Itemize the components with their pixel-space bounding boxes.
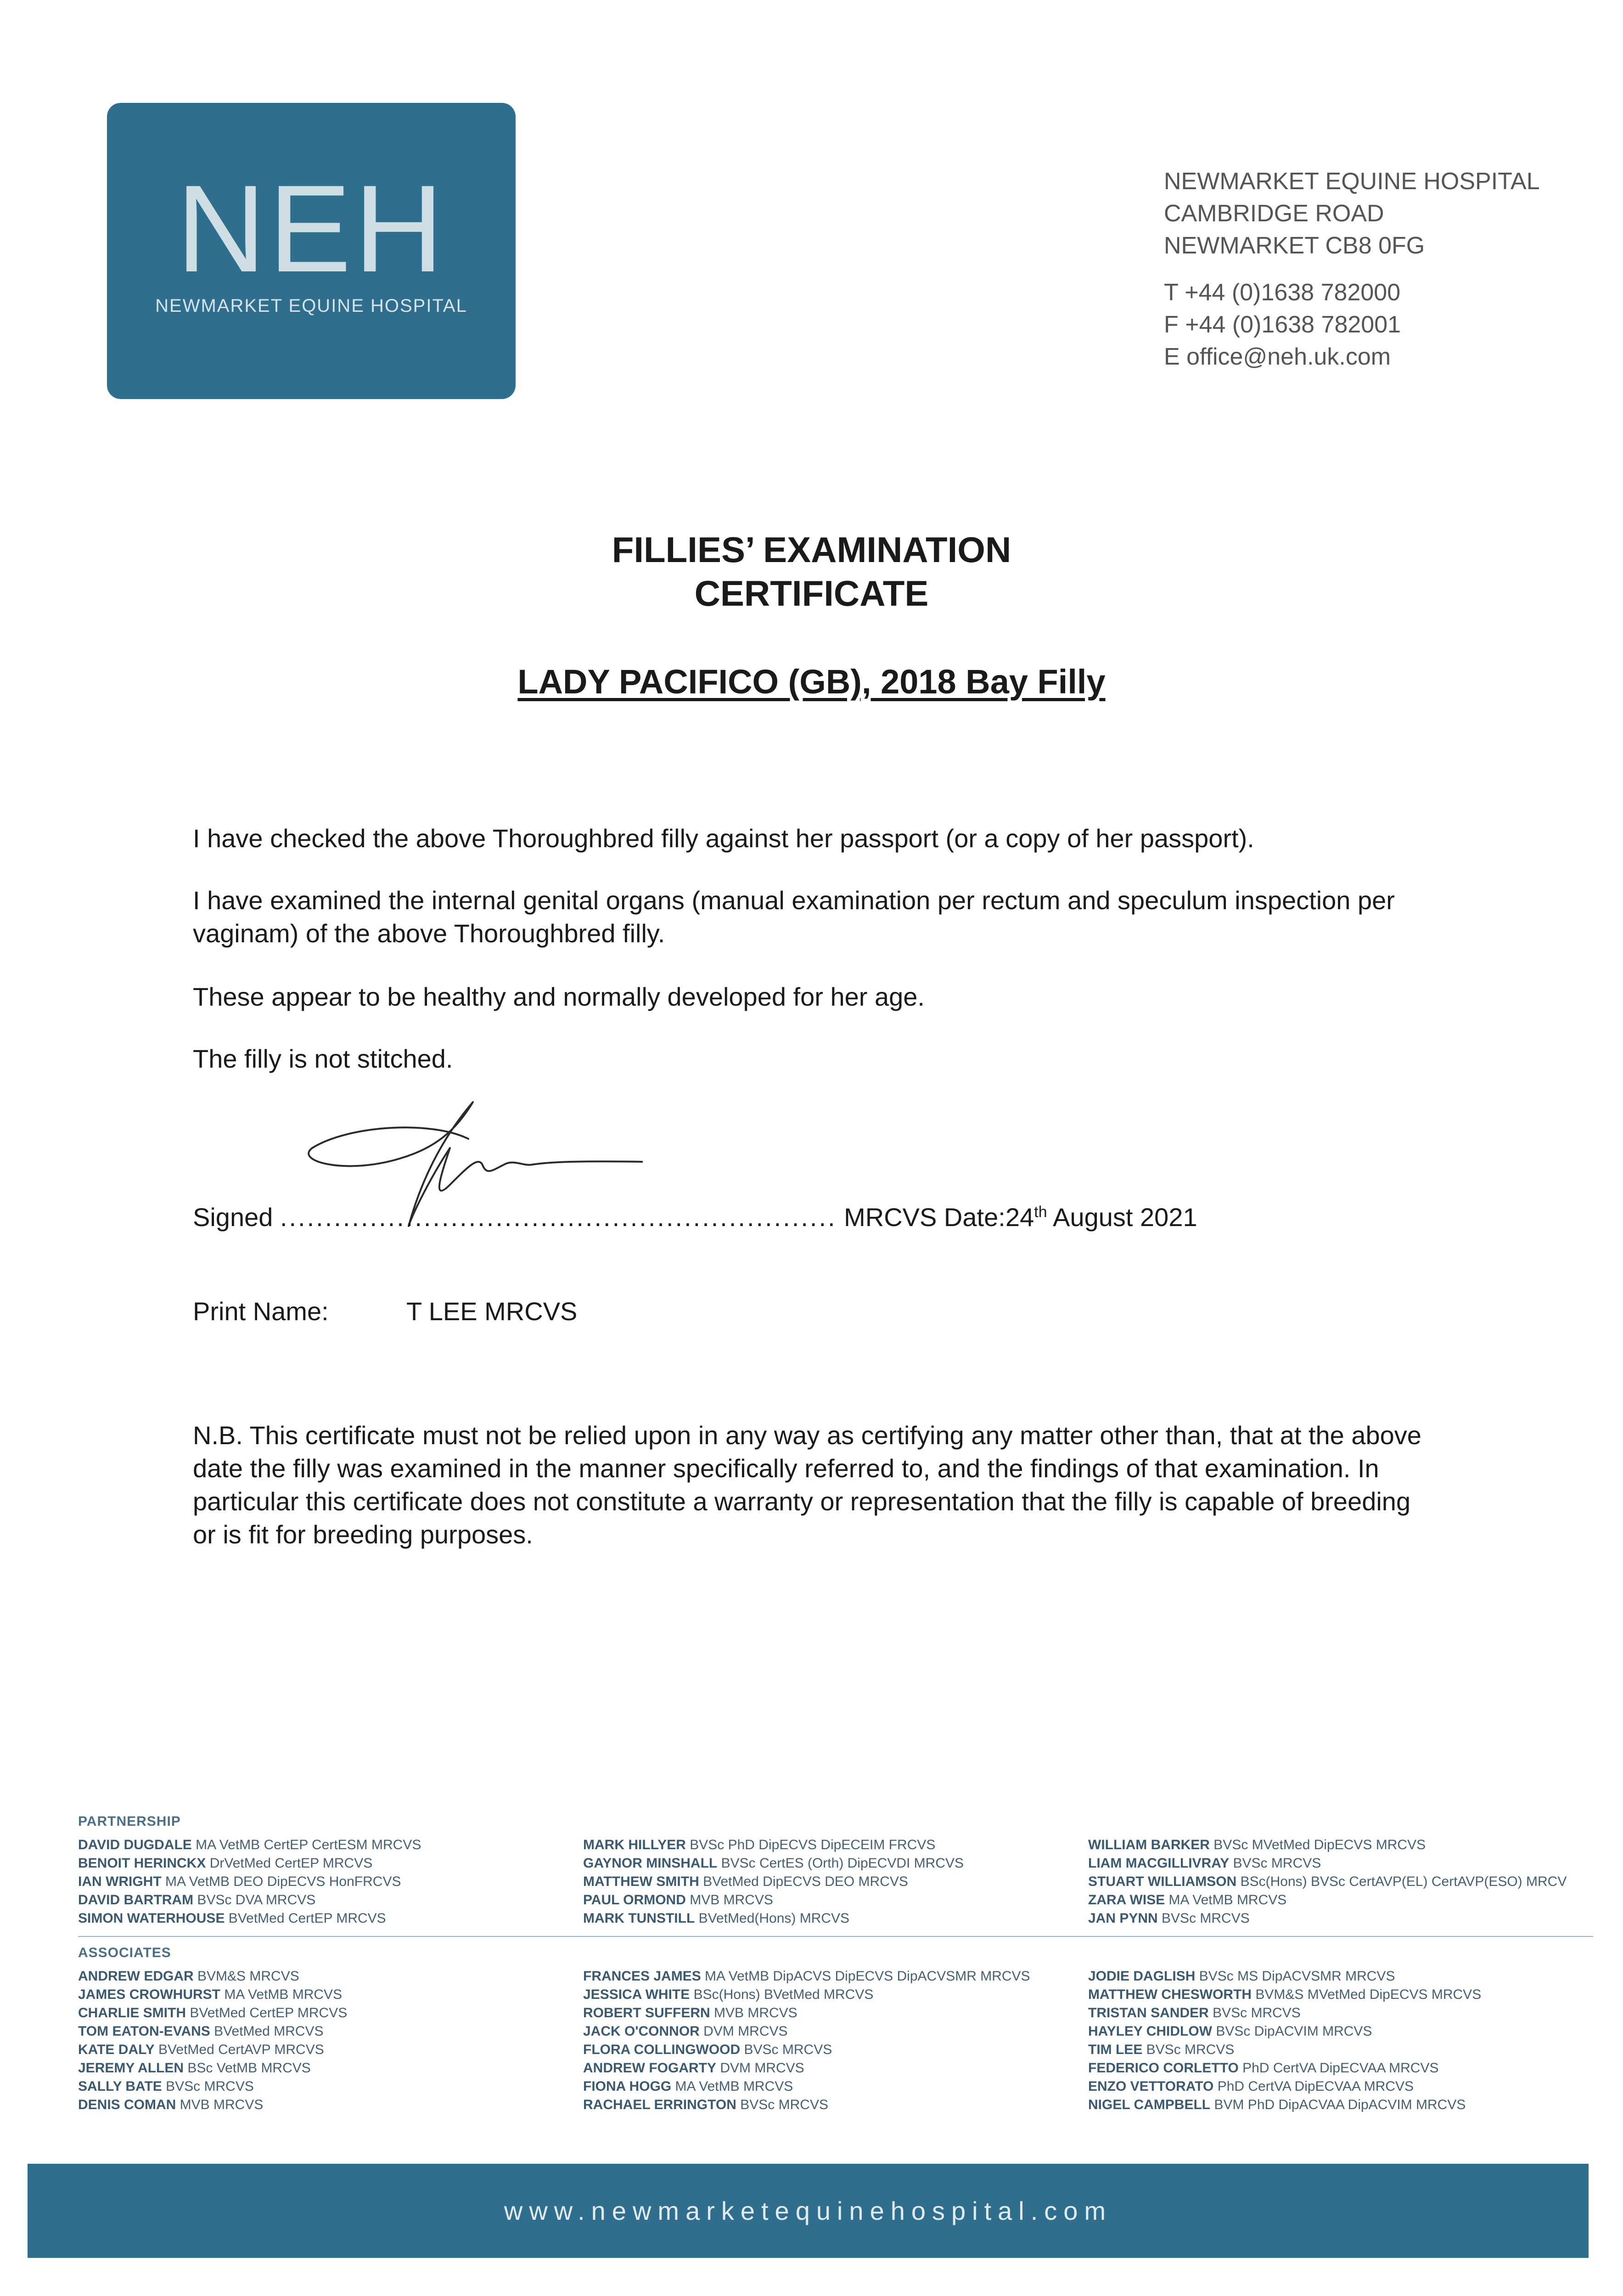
address-line-2: CAMBRIDGE ROAD (1164, 200, 1384, 227)
staff-member (583, 1909, 1088, 1928)
certificate-date (1005, 1201, 1197, 1234)
mrcvs-date-label: MRCVS Date: (844, 1203, 1005, 1232)
associates-column (1088, 1967, 1593, 2114)
staff-member (583, 1986, 1088, 2004)
staff-name: BENOIT HERINCKX (78, 1856, 206, 1871)
staff-member (583, 2022, 1088, 2041)
print-name-value: T LEE MRCVS (406, 1297, 578, 1326)
staff-qualifications: BVSc MRCVS (1157, 1911, 1250, 1926)
date-day: 24 (1005, 1203, 1034, 1232)
staff-qualifications: BVSc DVA MRCVS (193, 1892, 316, 1908)
address-line-3: NEWMARKET CB8 0FG (1164, 232, 1425, 259)
staff-member (1088, 1873, 1593, 1891)
staff-qualifications: DVM MRCVS (699, 2024, 788, 2039)
staff-name: JODIE DAGLISH (1088, 1969, 1196, 1984)
staff-qualifications: BVM&S MVetMed DipECVS MRCVS (1252, 1987, 1482, 2002)
staff-member (583, 1836, 1088, 1854)
staff-name: MATTHEW SMITH (583, 1874, 699, 1889)
logo-mark: NEH (176, 160, 447, 298)
horse-name: LADY PACIFICO (GB), 2018 Bay Filly (517, 663, 1106, 701)
staff-qualifications: BVSc MRCVS (740, 2042, 832, 2057)
staff-member (78, 2096, 583, 2114)
associates-column (583, 1967, 1088, 2114)
staff-name: GAYNOR MINSHALL (583, 1856, 718, 1871)
staff-member (1088, 1891, 1593, 1909)
date-ordinal: th (1034, 1203, 1047, 1221)
staff-name: TIM LEE (1088, 2042, 1143, 2057)
staff-qualifications: BVSc MRCVS (736, 2097, 828, 2112)
staff-qualifications: BVSc MRCVS (1229, 1856, 1321, 1871)
print-name-label: Print Name: (193, 1297, 329, 1326)
neh-logo (107, 103, 516, 399)
staff-qualifications: BSc(Hons) BVetMed MRCVS (690, 1987, 874, 2002)
signature-dotted-line: .............................................................. (280, 1203, 837, 1232)
statement-3: These appear to be healthy and normally developed for her age. (193, 982, 925, 1011)
staff-qualifications: BVSc MRCVS (1142, 2042, 1235, 2057)
staff-name: HAYLEY CHIDLOW (1088, 2024, 1213, 2039)
staff-member (583, 1891, 1088, 1909)
staff-name: KATE DALY (78, 2042, 155, 2057)
staff-qualifications: MA VetMB MRCVS (220, 1987, 343, 2002)
staff-member (1088, 2096, 1593, 2114)
staff-name: SALLY BATE (78, 2079, 162, 2094)
address-line-1: NEWMARKET EQUINE HOSPITAL (1164, 168, 1540, 195)
staff-qualifications: BVSc MVetMed DipECVS MRCVS (1209, 1837, 1426, 1852)
nb-disclaimer: N.B. This certificate must not be relied upon in any way as certifying any matter other than, that at the above date the filly was examined in the manner specifically referred to, and the findings of that examination. In particular this certificate does not constitute a warranty or representation that the filly is capable of breeding or is fit for breeding purposes. (193, 1421, 1421, 1549)
partnership-heading: PARTNERSHIP (78, 1814, 181, 1829)
staff-list (78, 1814, 1593, 2114)
staff-member (1088, 2022, 1593, 2041)
staff-member (78, 2059, 583, 2077)
staff-name: TOM EATON-EVANS (78, 2024, 210, 2039)
staff-qualifications: BSc VetMB MRCVS (184, 2060, 311, 2076)
website-link[interactable]: www.newmarketequinehospital.com (504, 2196, 1112, 2225)
staff-name: SIMON WATERHOUSE (78, 1911, 225, 1926)
staff-name: ENZO VETTORATO (1088, 2079, 1214, 2094)
staff-member (1088, 1967, 1593, 1986)
signed-line (193, 1201, 1432, 1234)
staff-member (78, 1891, 583, 1909)
staff-name: MARK HILLYER (583, 1837, 686, 1852)
staff-name: FRANCES JAMES (583, 1969, 701, 1984)
address-fax: F +44 (0)1638 782001 (1164, 311, 1401, 338)
partnership-column (78, 1836, 583, 1928)
title-line-2: CERTIFICATE (694, 573, 929, 613)
title-line-1: FILLIES’ EXAMINATION (612, 529, 1011, 570)
staff-member (583, 1854, 1088, 1873)
staff-member (583, 2096, 1088, 2114)
address-block (1164, 165, 1577, 373)
statement-2: I have examined the internal genital organs (manual examination per rectum and speculum inspection per vaginam) of the above Thoroughbred filly. (193, 886, 1395, 948)
certificate-title (0, 528, 1623, 615)
staff-qualifications: BVSc MS DipACVSMR MRCVS (1195, 1969, 1395, 1984)
statement-4: The filly is not stitched. (193, 1044, 453, 1073)
staff-member (78, 2041, 583, 2059)
staff-qualifications: BVetMed CertAVP MRCVS (154, 2042, 324, 2057)
staff-name: WILLIAM BARKER (1088, 1837, 1210, 1852)
staff-name: JACK O'CONNOR (583, 2024, 700, 2039)
staff-name: MATTHEW CHESWORTH (1088, 1987, 1252, 2002)
staff-qualifications: BVetMed DipECVS DEO MRCVS (699, 1874, 908, 1889)
staff-divider (78, 1936, 1593, 1937)
staff-qualifications: MVB MRCVS (710, 2005, 797, 2020)
staff-qualifications: MA VetMB CertEP CertESM MRCVS (191, 1837, 421, 1852)
staff-qualifications: BVSc CertES (Orth) DipECVDI MRCVS (717, 1856, 964, 1871)
signed-label: Signed (193, 1203, 273, 1232)
staff-qualifications: BVSc DipACVIM MRCVS (1212, 2024, 1372, 2039)
staff-qualifications: PhD CertVA DipECVAA MRCVS (1238, 2060, 1439, 2076)
associates-heading: ASSOCIATES (78, 1945, 171, 1960)
staff-qualifications: MVB MRCVS (685, 1892, 773, 1908)
staff-member (78, 1909, 583, 1928)
staff-name: FIONA HOGG (583, 2079, 672, 2094)
logo-subtitle: NEWMARKET EQUINE HOSPITAL (155, 296, 467, 316)
staff-member (583, 2059, 1088, 2077)
staff-member (583, 1967, 1088, 1986)
partnership-column (583, 1836, 1088, 1928)
staff-name: TRISTAN SANDER (1088, 2005, 1209, 2020)
staff-member (78, 1967, 583, 1986)
staff-name: JAN PYNN (1088, 1911, 1158, 1926)
statement-1: I have checked the above Thoroughbred filly against her passport (or a copy of her passport). (193, 824, 1254, 853)
staff-qualifications: BVSc MRCVS (1208, 2005, 1301, 2020)
footer-banner (28, 2164, 1589, 2258)
staff-qualifications: PhD CertVA DipECVAA MRCVS (1213, 2079, 1414, 2094)
staff-name: DENIS COMAN (78, 2097, 176, 2112)
staff-member (78, 2022, 583, 2041)
staff-name: LIAM MACGILLIVRAY (1088, 1856, 1230, 1871)
staff-name: PAUL ORMOND (583, 1892, 686, 1908)
staff-member (583, 2077, 1088, 2096)
staff-name: DAVID DUGDALE (78, 1837, 192, 1852)
staff-name: JAMES CROWHURST (78, 1987, 221, 2002)
staff-qualifications: MA VetMB MRCVS (1165, 1892, 1287, 1908)
staff-qualifications: MVB MRCVS (176, 2097, 264, 2112)
staff-name: STUART WILLIAMSON (1088, 1874, 1237, 1889)
associates-columns (78, 1967, 1593, 2114)
staff-member (78, 1986, 583, 2004)
staff-member (78, 2004, 583, 2022)
staff-name: ROBERT SUFFERN (583, 2005, 710, 2020)
staff-name: DAVID BARTRAM (78, 1892, 194, 1908)
staff-name: IAN WRIGHT (78, 1874, 162, 1889)
staff-name: NIGEL CAMPBELL (1088, 2097, 1211, 2112)
staff-name: RACHAEL ERRINGTON (583, 2097, 736, 2112)
staff-qualifications: BVSc PhD DipECVS DipECEIM FRCVS (685, 1837, 936, 1852)
staff-member (78, 2077, 583, 2096)
staff-name: FEDERICO CORLETTO (1088, 2060, 1239, 2076)
staff-member (1088, 1909, 1593, 1928)
staff-qualifications: DVM MRCVS (716, 2060, 804, 2076)
staff-name: FLORA COLLINGWOOD (583, 2042, 741, 2057)
staff-qualifications: BVetMed CertEP MRCVS (225, 1911, 386, 1926)
staff-qualifications: BVetMed CertEP MRCVS (186, 2005, 348, 2020)
staff-member (1088, 1986, 1593, 2004)
staff-name: MARK TUNSTILL (583, 1911, 695, 1926)
staff-qualifications: MA VetMB MRCVS (671, 2079, 793, 2094)
staff-name: ANDREW EDGAR (78, 1969, 194, 1984)
staff-qualifications: BVetMed MRCVS (210, 2024, 324, 2039)
staff-member (78, 1854, 583, 1873)
staff-member (1088, 2059, 1593, 2077)
staff-name: JEREMY ALLEN (78, 2060, 184, 2076)
staff-member (1088, 1836, 1593, 1854)
staff-member (1088, 2077, 1593, 2096)
staff-qualifications: MA VetMB DEO DipECVS HonFRCVS (161, 1874, 401, 1889)
partnership-column (1088, 1836, 1593, 1928)
associates-column (78, 1967, 583, 2114)
staff-member (1088, 1854, 1593, 1873)
staff-qualifications: BVM&S MRCVS (193, 1969, 299, 1984)
staff-name: ZARA WISE (1088, 1892, 1165, 1908)
date-month-year: August 2021 (1047, 1203, 1197, 1232)
staff-member (583, 1873, 1088, 1891)
staff-qualifications: DrVetMed CertEP MRCVS (206, 1856, 373, 1871)
staff-member (583, 2004, 1088, 2022)
staff-name: ANDREW FOGARTY (583, 2060, 716, 2076)
staff-name: CHARLIE SMITH (78, 2005, 186, 2020)
staff-name: JESSICA WHITE (583, 1987, 690, 2002)
staff-qualifications: BVM PhD DipACVAA DipACVIM MRCVS (1210, 2097, 1466, 2112)
partnership-columns (78, 1836, 1593, 1928)
address-email: E office@neh.uk.com (1164, 343, 1391, 370)
staff-member (583, 2041, 1088, 2059)
staff-member (1088, 2041, 1593, 2059)
staff-member (1088, 2004, 1593, 2022)
staff-qualifications: MA VetMB DipACVS DipECVS DipACVSMR MRCVS (701, 1969, 1030, 1984)
staff-member (78, 1836, 583, 1854)
staff-qualifications: BVetMed(Hons) MRCVS (695, 1911, 850, 1926)
staff-qualifications: BSc(Hons) BVSc CertAVP(EL) CertAVP(ESO) MRCV (1236, 1874, 1567, 1889)
print-name-row (193, 1295, 578, 1328)
staff-qualifications: BVSc MRCVS (162, 2079, 254, 2094)
address-phone: T +44 (0)1638 782000 (1164, 279, 1401, 306)
staff-member (78, 1873, 583, 1891)
